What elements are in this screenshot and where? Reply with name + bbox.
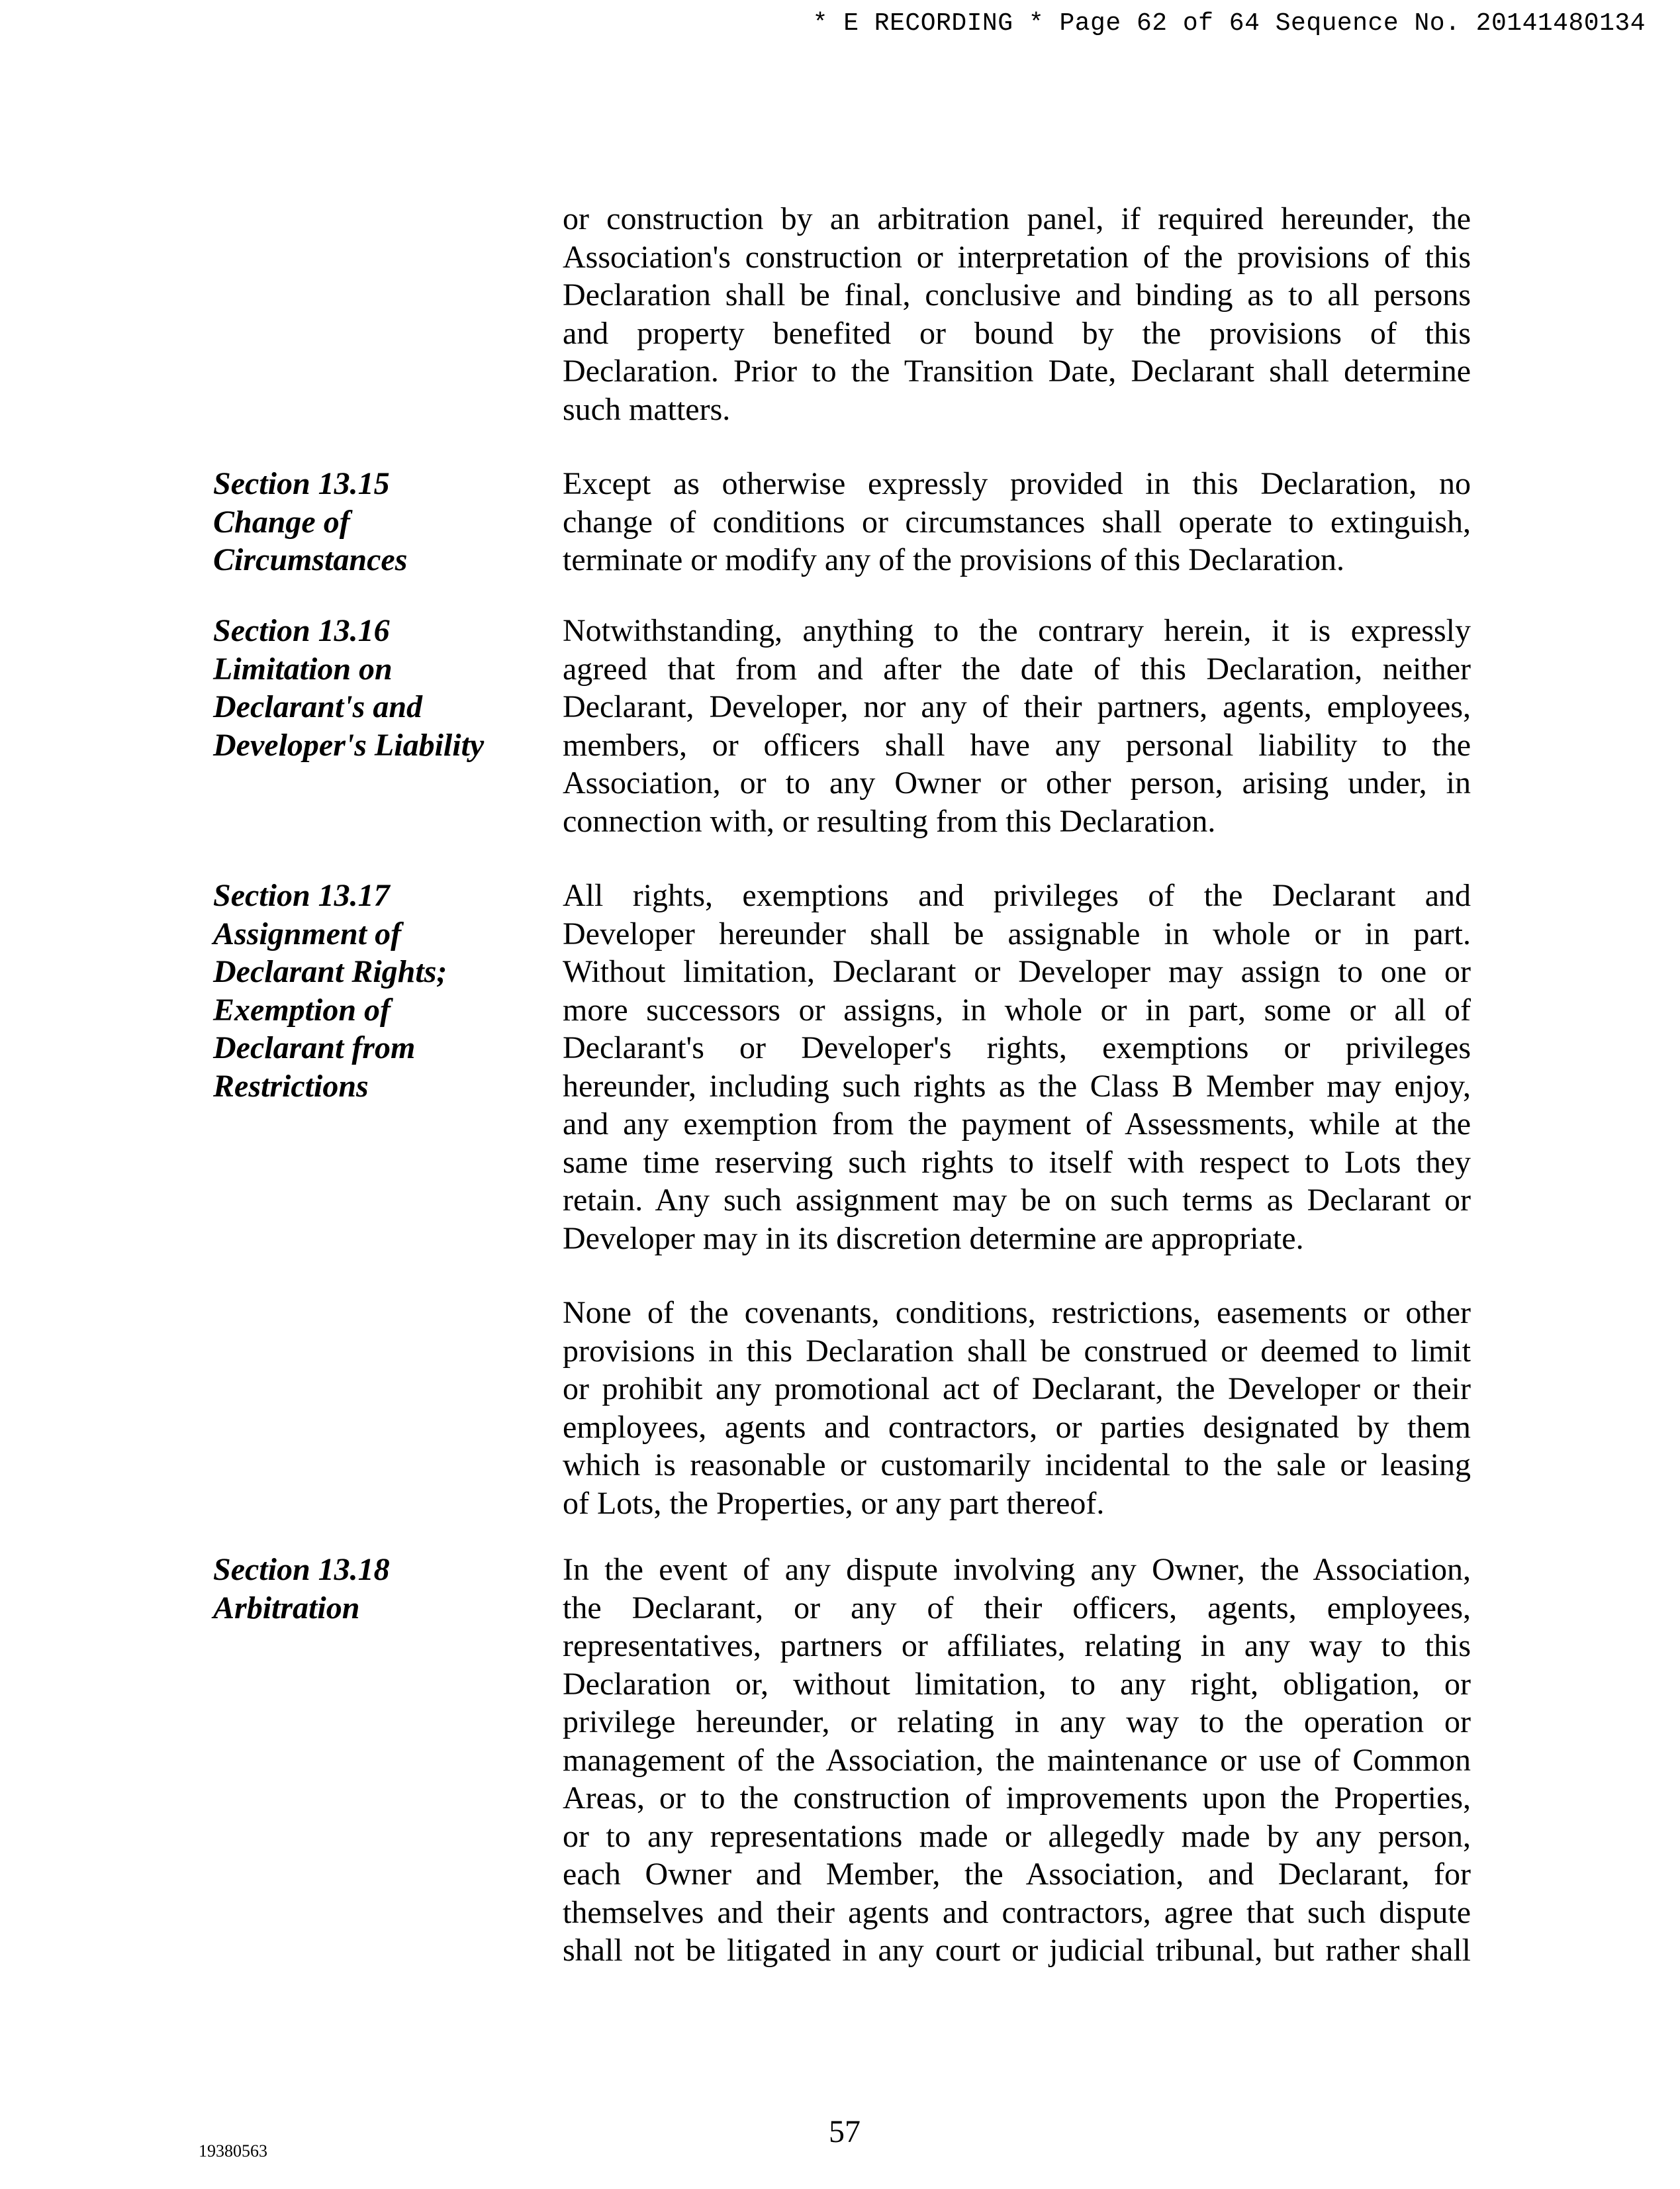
promotional-act-paragraph	[563, 1294, 1471, 1522]
text-line: each Owner and Member, the Association, and Declarant, for	[563, 1857, 1471, 1892]
text-line: privilege hereunder, or relating in any way to the operation or	[563, 1704, 1471, 1739]
document-number: 19380563	[199, 2141, 267, 2161]
text-line: Declarant's or Developer's rights, exemptions or privileges	[563, 1030, 1471, 1065]
text-line: same time reserving such rights to itself with respect to Lots they	[563, 1144, 1471, 1180]
text-line: or prohibit any promotional act of Declarant, the Developer or their	[563, 1371, 1471, 1406]
heading-line: Section 13.15	[213, 466, 390, 501]
text-line: such matters.	[563, 391, 731, 427]
text-line: All rights, exemptions and privileges of the Declarant and	[563, 878, 1471, 913]
text-line: of Lots, the Properties, or any part thereof.	[563, 1485, 1105, 1521]
text-line: connection with, or resulting from this Declaration.	[563, 803, 1216, 839]
section-13-18-heading	[213, 1551, 544, 1627]
text-line: Declaration. Prior to the Transition Date, Declarant shall determine	[563, 354, 1471, 389]
recording-header: * E RECORDING * Page 62 of 64 Sequence No. 20141480134	[812, 9, 1646, 38]
heading-line: Exemption of	[213, 992, 391, 1028]
section-13-15-heading	[213, 465, 544, 579]
text-line: representatives, partners or affiliates, relating in any way to this	[563, 1628, 1471, 1663]
text-line: agreed that from and after the date of this Declaration, neither	[563, 651, 1471, 687]
text-line: more successors or assigns, in whole or in part, some or all of	[563, 992, 1471, 1028]
heading-line: Section 13.16	[213, 613, 390, 648]
text-line: Areas, or to the construction of improvements upon the Properties,	[563, 1780, 1471, 1816]
text-line: Association, or to any Owner or other person, arising under, in	[563, 765, 1471, 801]
text-line: Developer hereunder shall be assignable in whole or in part.	[563, 916, 1471, 951]
text-line: the Declarant, or any of their officers, agents, employees,	[563, 1590, 1471, 1626]
heading-line: Section 13.17	[213, 878, 390, 913]
text-line: None of the covenants, conditions, restrictions, easements or other	[563, 1295, 1471, 1330]
section-13-18-text	[563, 1551, 1471, 1970]
heading-line: Section 13.18	[213, 1552, 390, 1587]
text-line: Declaration or, without limitation, to any right, obligation, or	[563, 1666, 1471, 1702]
text-line: shall not be litigated in any court or judicial tribunal, but rather shall	[563, 1933, 1471, 1968]
section-13-15-text	[563, 465, 1471, 579]
text-line: or construction by an arbitration panel, if required hereunder, the	[563, 201, 1471, 236]
text-line: or to any representations made or allegedly made by any person,	[563, 1818, 1471, 1854]
text-line: Declarant, Developer, nor any of their partners, agents, employees,	[563, 689, 1471, 724]
heading-line: Developer's Liability	[213, 727, 485, 763]
text-line: Without limitation, Declarant or Developer may assign to one or	[563, 954, 1471, 989]
heading-line: Circumstances	[213, 542, 408, 577]
section-13-16-heading	[213, 612, 544, 764]
text-line: In the event of any dispute involving any Owner, the Association,	[563, 1552, 1471, 1587]
text-line: Association's construction or interpretation of the provisions of this	[563, 239, 1471, 275]
text-line: Developer may in its discretion determine are appropriate.	[563, 1220, 1304, 1256]
continuation-paragraph	[563, 200, 1471, 428]
heading-line: Declarant from	[213, 1030, 416, 1065]
heading-line: Limitation on	[213, 651, 393, 687]
section-13-17-text	[563, 877, 1471, 1257]
text-line: Notwithstanding, anything to the contrary herein, it is expressly	[563, 613, 1471, 648]
text-line: management of the Association, the maintenance or use of Common	[563, 1742, 1471, 1778]
text-line: provisions in this Declaration shall be construed or deemed to limit	[563, 1333, 1471, 1369]
text-line: employees, agents and contractors, or parties designated by them	[563, 1409, 1471, 1445]
text-line: which is reasonable or customarily incidental to the sale or leasing	[563, 1447, 1471, 1483]
heading-line: Declarant's and	[213, 689, 423, 724]
heading-line: Declarant Rights;	[213, 954, 447, 989]
heading-line: Arbitration	[213, 1590, 360, 1626]
text-line: hereunder, including such rights as the Class B Member may enjoy,	[563, 1068, 1471, 1104]
text-line: themselves and their agents and contractors, agree that such dispute	[563, 1894, 1471, 1930]
text-line: and property benefited or bound by the provisions of this	[563, 315, 1471, 351]
text-line: Declaration shall be final, conclusive and binding as to all persons	[563, 277, 1471, 313]
heading-line: Assignment of	[213, 916, 402, 951]
heading-line: Change of	[213, 504, 350, 540]
text-line: members, or officers shall have any personal liability to the	[563, 727, 1471, 763]
text-line: retain. Any such assignment may be on such terms as Declarant or	[563, 1183, 1471, 1218]
text-line: Except as otherwise expressly provided in this Declaration, no	[563, 466, 1471, 501]
section-13-16-text	[563, 612, 1471, 840]
text-line: and any exemption from the payment of Assessments, while at the	[563, 1106, 1471, 1142]
page-number: 57	[829, 2114, 861, 2149]
text-line: change of conditions or circumstances shall operate to extinguish,	[563, 504, 1471, 540]
heading-line: Restrictions	[213, 1068, 369, 1104]
section-13-17-heading	[213, 877, 544, 1105]
text-line: terminate or modify any of the provisions of this Declaration.	[563, 542, 1345, 577]
